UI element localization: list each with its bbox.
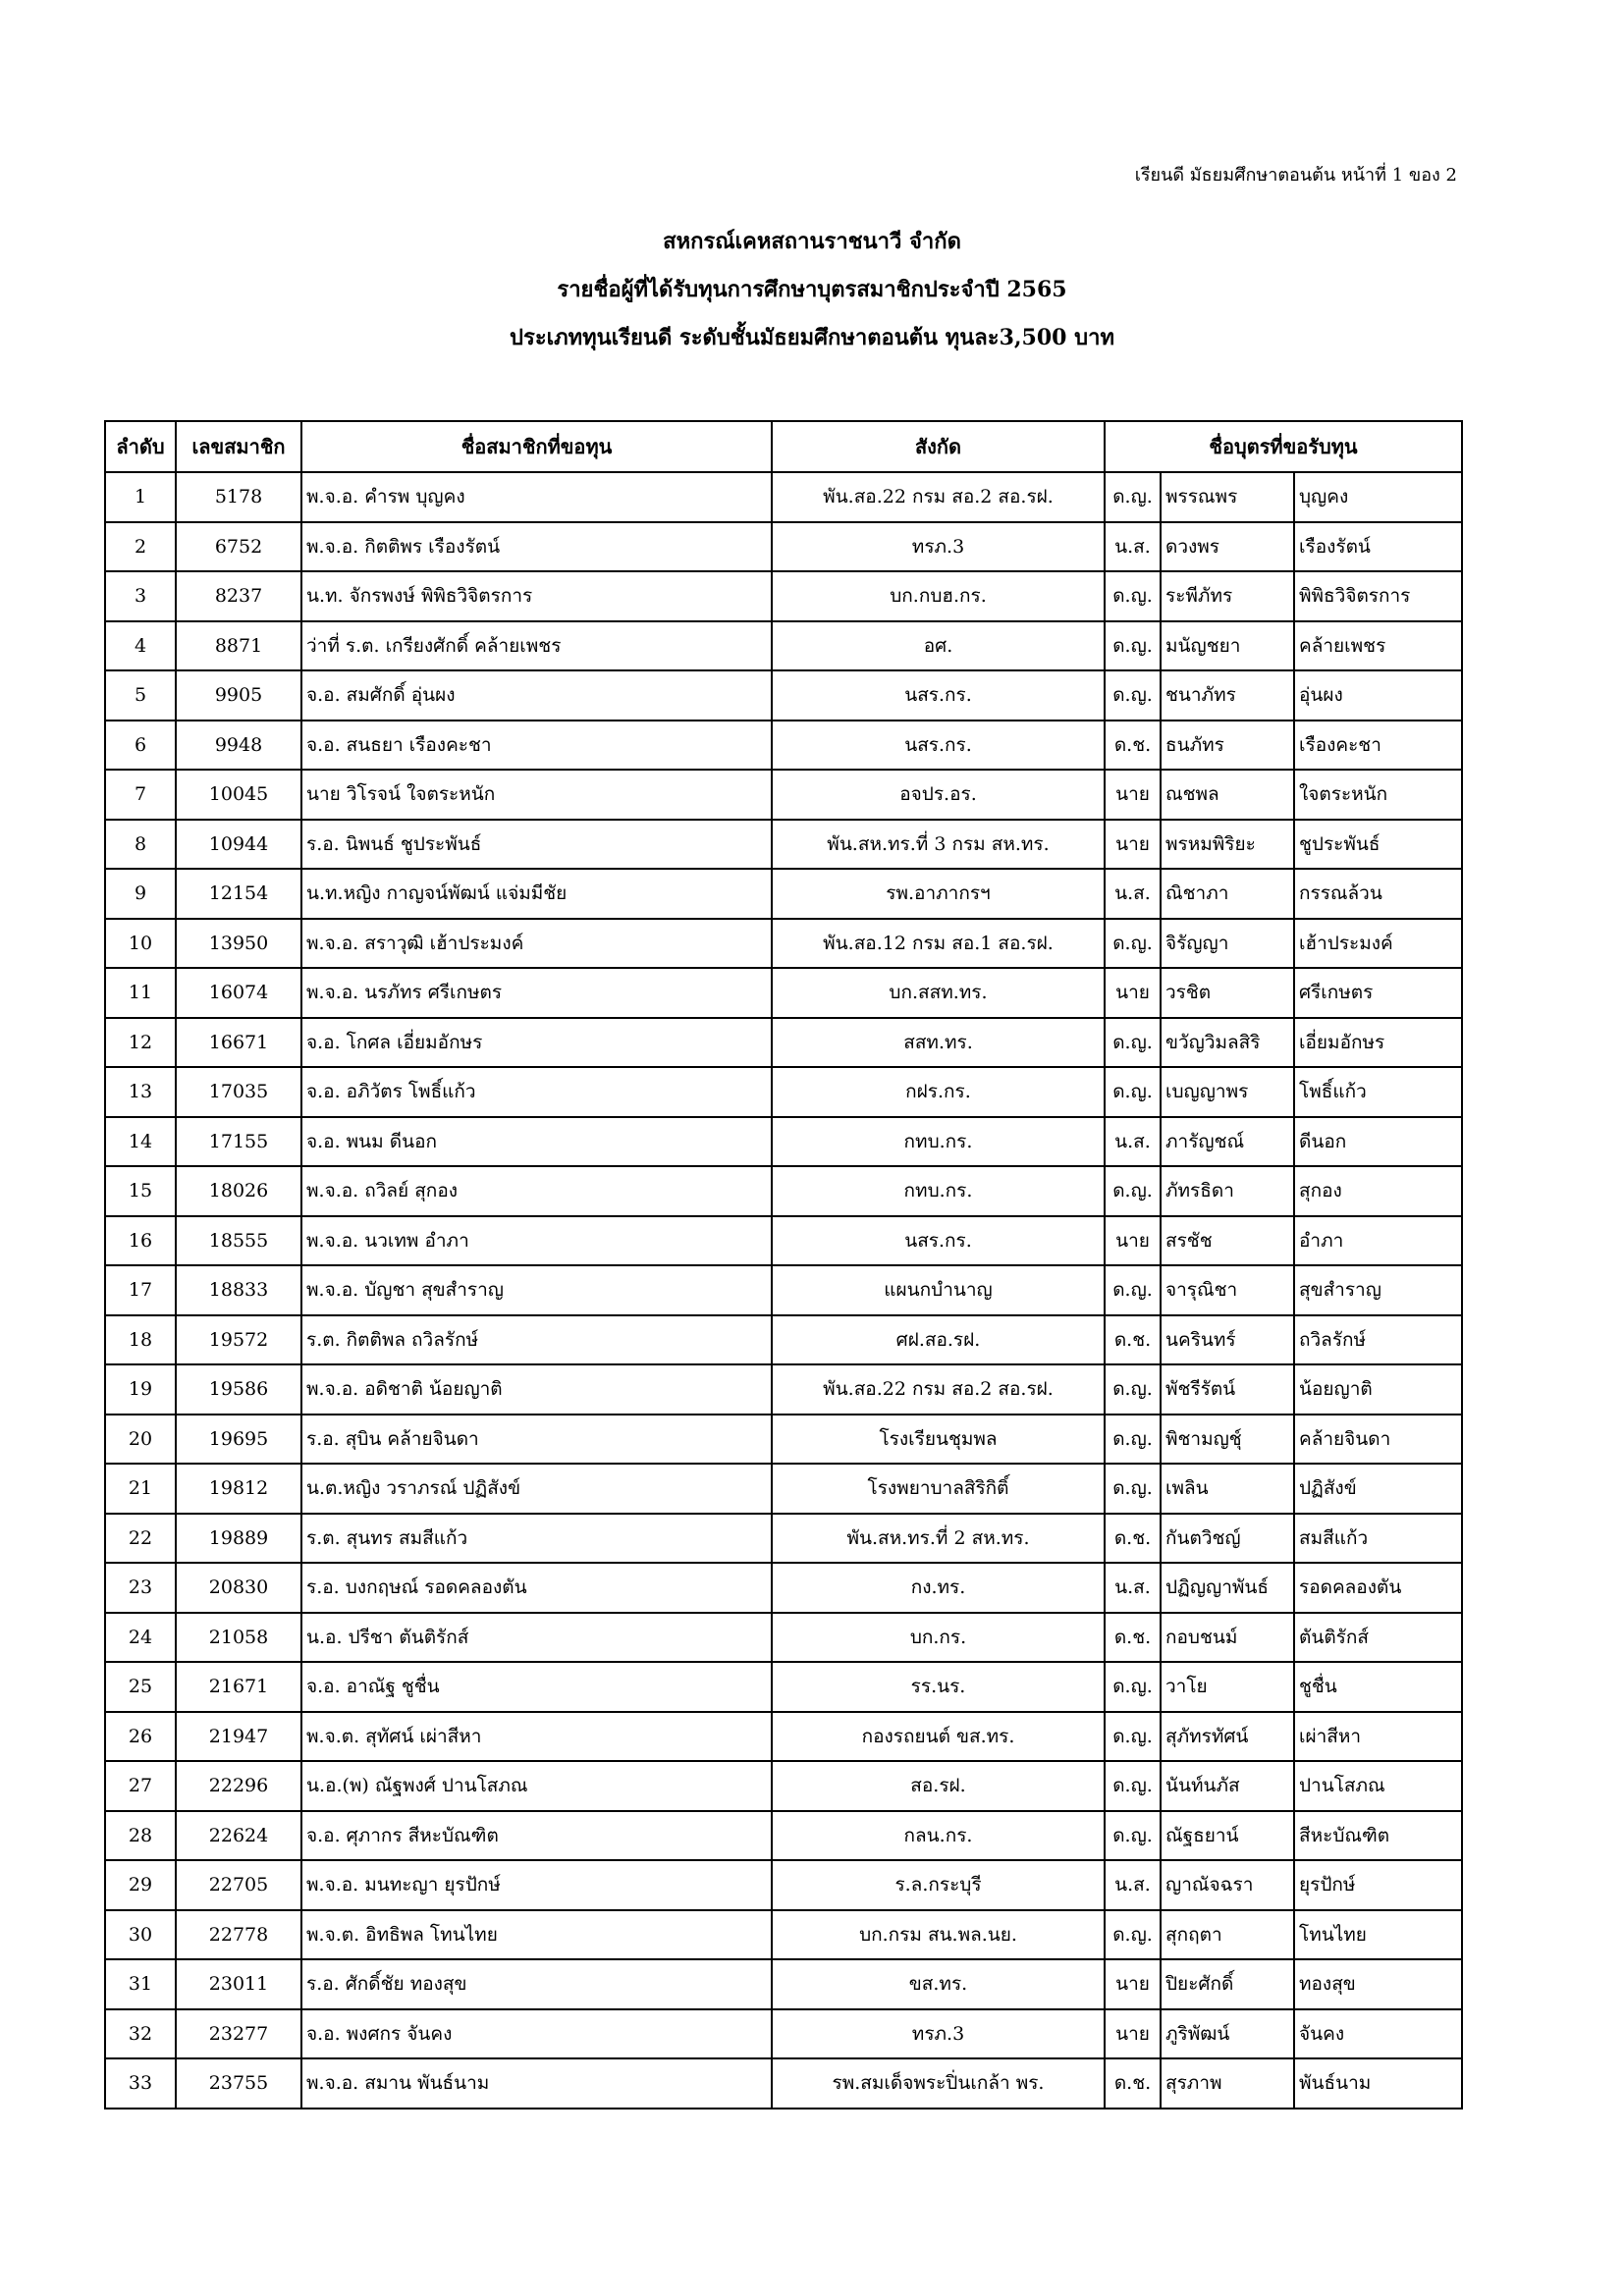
table-row bbox=[105, 770, 1462, 820]
child-last-name-cell: เผ่าสีหา bbox=[1294, 1712, 1462, 1762]
member-name-cell: พ.จ.ต. อิทธิพล โทนไทย bbox=[301, 1910, 772, 1960]
header-no: ลำดับ bbox=[105, 421, 176, 472]
member-id-cell: 8237 bbox=[176, 571, 301, 621]
child-last-name-cell: เฮ้าประมงค์ bbox=[1294, 919, 1462, 969]
child-title-cell: ด.ช. bbox=[1105, 721, 1161, 771]
table-row bbox=[105, 820, 1462, 870]
unit-cell: โรงเรียนชุมพล bbox=[772, 1415, 1105, 1465]
row-number: 11 bbox=[105, 968, 176, 1018]
member-id-cell: 23011 bbox=[176, 1959, 301, 2009]
child-first-name-cell: ภูริพัฒน์ bbox=[1161, 2009, 1294, 2059]
member-id-cell: 10944 bbox=[176, 820, 301, 870]
member-name-cell: ร.ต. กิตติพล ถวิลรักษ์ bbox=[301, 1315, 772, 1365]
unit-cell: บก.สสท.ทร. bbox=[772, 968, 1105, 1018]
member-name-cell: จ.อ. พงศกร จันคง bbox=[301, 2009, 772, 2059]
unit-cell: บก.กบฮ.กร. bbox=[772, 571, 1105, 621]
table-header-row bbox=[105, 421, 1462, 472]
child-title-cell: น.ส. bbox=[1105, 522, 1161, 572]
unit-cell: ร.ล.กระบุรี bbox=[772, 1860, 1105, 1910]
child-title-cell: ด.ญ. bbox=[1105, 1761, 1161, 1811]
child-title-cell: ด.ญ. bbox=[1105, 919, 1161, 969]
row-number: 15 bbox=[105, 1166, 176, 1216]
table-row bbox=[105, 968, 1462, 1018]
child-title-cell: ด.ญ. bbox=[1105, 1712, 1161, 1762]
member-id-cell: 19695 bbox=[176, 1415, 301, 1465]
child-last-name-cell: พิพิธวิจิตรการ bbox=[1294, 571, 1462, 621]
child-first-name-cell: ภารัญชณ์ bbox=[1161, 1117, 1294, 1167]
child-title-cell: ด.ญ. bbox=[1105, 1166, 1161, 1216]
member-id-cell: 17155 bbox=[176, 1117, 301, 1167]
child-title-cell: ด.ญ. bbox=[1105, 1662, 1161, 1712]
table-row bbox=[105, 1811, 1462, 1861]
member-id-cell: 19572 bbox=[176, 1315, 301, 1365]
child-first-name-cell: พรรณพร bbox=[1161, 472, 1294, 522]
member-id-cell: 18555 bbox=[176, 1216, 301, 1266]
table-row bbox=[105, 1464, 1462, 1514]
child-first-name-cell: ดวงพร bbox=[1161, 522, 1294, 572]
member-id-cell: 23755 bbox=[176, 2058, 301, 2109]
child-first-name-cell: วาโย bbox=[1161, 1662, 1294, 1712]
child-first-name-cell: จิรัญญา bbox=[1161, 919, 1294, 969]
row-number: 21 bbox=[105, 1464, 176, 1514]
child-last-name-cell: โทนไทย bbox=[1294, 1910, 1462, 1960]
unit-cell: บก.กรม สน.พล.นย. bbox=[772, 1910, 1105, 1960]
child-title-cell: ด.ญ. bbox=[1105, 1464, 1161, 1514]
page-header: เรียนดี มัธยมศึกษาตอนต้น หน้าที่ 1 ของ 2 bbox=[1134, 165, 1457, 186]
member-id-cell: 21671 bbox=[176, 1662, 301, 1712]
child-title-cell: ด.ญ. bbox=[1105, 1910, 1161, 1960]
unit-cell: สอ.รฝ. bbox=[772, 1761, 1105, 1811]
child-last-name-cell: พันธ์นาม bbox=[1294, 2058, 1462, 2109]
child-first-name-cell: ปฏิญญาพันธ์ bbox=[1161, 1563, 1294, 1613]
child-title-cell: ด.ญ. bbox=[1105, 1018, 1161, 1068]
table-row bbox=[105, 1067, 1462, 1117]
child-title-cell: นาย bbox=[1105, 1216, 1161, 1266]
child-first-name-cell: ญาณัจฉรา bbox=[1161, 1860, 1294, 1910]
child-last-name-cell: ถวิลรักษ์ bbox=[1294, 1315, 1462, 1365]
row-number: 20 bbox=[105, 1415, 176, 1465]
child-last-name-cell: คล้ายเพชร bbox=[1294, 621, 1462, 671]
row-number: 10 bbox=[105, 919, 176, 969]
row-number: 18 bbox=[105, 1315, 176, 1365]
child-last-name-cell: ชูชื่น bbox=[1294, 1662, 1462, 1712]
child-last-name-cell: ทองสุข bbox=[1294, 1959, 1462, 2009]
row-number: 31 bbox=[105, 1959, 176, 2009]
row-number: 23 bbox=[105, 1563, 176, 1613]
member-id-cell: 10045 bbox=[176, 770, 301, 820]
table-row bbox=[105, 1166, 1462, 1216]
member-name-cell: พ.จ.อ. นวเทพ อำภา bbox=[301, 1216, 772, 1266]
child-last-name-cell: อำภา bbox=[1294, 1216, 1462, 1266]
child-first-name-cell: จารุณิชา bbox=[1161, 1265, 1294, 1315]
member-name-cell: พ.จ.อ. อดิชาติ น้อยญาติ bbox=[301, 1364, 772, 1415]
member-name-cell: พ.จ.อ. มนทะญา ยุรปักษ์ bbox=[301, 1860, 772, 1910]
row-number: 30 bbox=[105, 1910, 176, 1960]
member-name-cell: ร.อ. ศักดิ์ชัย ทองสุข bbox=[301, 1959, 772, 2009]
child-last-name-cell: ปฏิสังข์ bbox=[1294, 1464, 1462, 1514]
unit-cell: รพ.สมเด็จพระปิ่นเกล้า พร. bbox=[772, 2058, 1105, 2109]
table-row bbox=[105, 721, 1462, 771]
unit-cell: สสท.ทร. bbox=[772, 1018, 1105, 1068]
table-row bbox=[105, 1216, 1462, 1266]
child-title-cell: ด.ญ. bbox=[1105, 670, 1161, 721]
unit-cell: กฝร.กร. bbox=[772, 1067, 1105, 1117]
table-row bbox=[105, 919, 1462, 969]
child-first-name-cell: วรชิต bbox=[1161, 968, 1294, 1018]
child-last-name-cell: สมสีแก้ว bbox=[1294, 1514, 1462, 1564]
child-last-name-cell: โพธิ์แก้ว bbox=[1294, 1067, 1462, 1117]
member-name-cell: พ.จ.อ. กิตติพร เรืองรัตน์ bbox=[301, 522, 772, 572]
table-row bbox=[105, 1117, 1462, 1167]
member-name-cell: จ.อ. ศุภากร สีหะบัณฑิต bbox=[301, 1811, 772, 1861]
row-number: 13 bbox=[105, 1067, 176, 1117]
member-id-cell: 19889 bbox=[176, 1514, 301, 1564]
document-titles bbox=[0, 218, 1624, 362]
child-last-name-cell: สีหะบัณฑิต bbox=[1294, 1811, 1462, 1861]
member-name-cell: จ.อ. โกศล เอี่ยมอักษร bbox=[301, 1018, 772, 1068]
member-name-cell: ว่าที่ ร.ต. เกรียงศักดิ์ คล้ายเพชร bbox=[301, 621, 772, 671]
unit-cell: ขส.ทร. bbox=[772, 1959, 1105, 2009]
member-name-cell: ร.อ. บงกฤษณ์ รอดคลองตัน bbox=[301, 1563, 772, 1613]
row-number: 4 bbox=[105, 621, 176, 671]
child-first-name-cell: ณิชาภา bbox=[1161, 869, 1294, 919]
unit-cell: กทบ.กร. bbox=[772, 1117, 1105, 1167]
row-number: 24 bbox=[105, 1613, 176, 1663]
member-name-cell: น.ต.หญิง วราภรณ์ ปฏิสังข์ bbox=[301, 1464, 772, 1514]
table-row bbox=[105, 1959, 1462, 2009]
unit-cell: กง.ทร. bbox=[772, 1563, 1105, 1613]
child-last-name-cell: จันคง bbox=[1294, 2009, 1462, 2059]
child-title-cell: ด.ญ. bbox=[1105, 472, 1161, 522]
child-first-name-cell: สุรภาพ bbox=[1161, 2058, 1294, 2109]
child-first-name-cell: ปิยะศักดิ์ bbox=[1161, 1959, 1294, 2009]
unit-cell: รพ.อาภากรฯ bbox=[772, 869, 1105, 919]
table-row bbox=[105, 869, 1462, 919]
member-name-cell: พ.จ.อ. นรภัทร ศรีเกษตร bbox=[301, 968, 772, 1018]
child-first-name-cell: พรหมพิริยะ bbox=[1161, 820, 1294, 870]
member-name-cell: น.ท.หญิง กาญจน์พัฒน์ แจ่มมีชัย bbox=[301, 869, 772, 919]
child-last-name-cell: น้อยญาติ bbox=[1294, 1364, 1462, 1415]
member-id-cell: 22296 bbox=[176, 1761, 301, 1811]
child-last-name-cell: ยุรปักษ์ bbox=[1294, 1860, 1462, 1910]
row-number: 29 bbox=[105, 1860, 176, 1910]
child-last-name-cell: ใจตระหนัก bbox=[1294, 770, 1462, 820]
row-number: 33 bbox=[105, 2058, 176, 2109]
table-row bbox=[105, 1415, 1462, 1465]
member-name-cell: พ.จ.อ. บัญชา สุขสำราญ bbox=[301, 1265, 772, 1315]
unit-cell: ทรภ.3 bbox=[772, 522, 1105, 572]
unit-cell: พัน.สอ.12 กรม สอ.1 สอ.รฝ. bbox=[772, 919, 1105, 969]
table-row bbox=[105, 1364, 1462, 1415]
child-last-name-cell: เรืองรัตน์ bbox=[1294, 522, 1462, 572]
member-name-cell: จ.อ. อาณัฐ ชูชื่น bbox=[301, 1662, 772, 1712]
child-last-name-cell: เรืองคะชา bbox=[1294, 721, 1462, 771]
member-id-cell: 21058 bbox=[176, 1613, 301, 1663]
member-name-cell: พ.จ.ต. สุทัศน์ เผ่าสีหา bbox=[301, 1712, 772, 1762]
unit-cell: นสร.กร. bbox=[772, 721, 1105, 771]
child-title-cell: ด.ญ. bbox=[1105, 621, 1161, 671]
member-name-cell: ร.อ. นิพนธ์ ชูประพันธ์ bbox=[301, 820, 772, 870]
unit-cell: แผนกบำนาญ bbox=[772, 1265, 1105, 1315]
member-name-cell: น.อ. ปรีชา ตันติรักส์ bbox=[301, 1613, 772, 1663]
child-first-name-cell: กอบชนม์ bbox=[1161, 1613, 1294, 1663]
member-id-cell: 20830 bbox=[176, 1563, 301, 1613]
member-id-cell: 21947 bbox=[176, 1712, 301, 1762]
member-name-cell: น.อ.(พ) ณัฐพงศ์ ปานโสภณ bbox=[301, 1761, 772, 1811]
member-id-cell: 6752 bbox=[176, 522, 301, 572]
table-row bbox=[105, 2009, 1462, 2059]
child-title-cell: ด.ช. bbox=[1105, 1315, 1161, 1365]
unit-cell: โรงพยาบาลสิริกิติ์ bbox=[772, 1464, 1105, 1514]
table-body bbox=[105, 472, 1462, 2109]
member-id-cell: 19812 bbox=[176, 1464, 301, 1514]
member-id-cell: 13950 bbox=[176, 919, 301, 969]
child-first-name-cell: ณัฐธยาน์ bbox=[1161, 1811, 1294, 1861]
table-row bbox=[105, 571, 1462, 621]
child-first-name-cell: สุภัทรทัศน์ bbox=[1161, 1712, 1294, 1762]
child-title-cell: น.ส. bbox=[1105, 1563, 1161, 1613]
child-title-cell: นาย bbox=[1105, 2009, 1161, 2059]
row-number: 28 bbox=[105, 1811, 176, 1861]
unit-cell: รร.นร. bbox=[772, 1662, 1105, 1712]
table-row bbox=[105, 1315, 1462, 1365]
child-title-cell: นาย bbox=[1105, 820, 1161, 870]
child-last-name-cell: กรรณล้วน bbox=[1294, 869, 1462, 919]
child-title-cell: นาย bbox=[1105, 770, 1161, 820]
unit-cell: กลน.กร. bbox=[772, 1811, 1105, 1861]
child-title-cell: นาย bbox=[1105, 1959, 1161, 2009]
member-name-cell: พ.จ.อ. สมาน พันธ์นาม bbox=[301, 2058, 772, 2109]
member-id-cell: 9905 bbox=[176, 670, 301, 721]
table-row bbox=[105, 670, 1462, 721]
member-name-cell: พ.จ.อ. สราวุฒิ เฮ้าประมงค์ bbox=[301, 919, 772, 969]
member-id-cell: 22778 bbox=[176, 1910, 301, 1960]
member-id-cell: 19586 bbox=[176, 1364, 301, 1415]
member-name-cell: พ.จ.อ. คำรพ บุญคง bbox=[301, 472, 772, 522]
table-row bbox=[105, 1265, 1462, 1315]
child-first-name-cell: ภัทรธิดา bbox=[1161, 1166, 1294, 1216]
table-row bbox=[105, 1860, 1462, 1910]
member-id-cell: 22705 bbox=[176, 1860, 301, 1910]
child-first-name-cell: ธนภัทร bbox=[1161, 721, 1294, 771]
child-last-name-cell: บุญคง bbox=[1294, 472, 1462, 522]
child-title-cell: น.ส. bbox=[1105, 1117, 1161, 1167]
member-name-cell: จ.อ. อภิวัตร โพธิ์แก้ว bbox=[301, 1067, 772, 1117]
child-first-name-cell: ชนาภัทร bbox=[1161, 670, 1294, 721]
child-title-cell: น.ส. bbox=[1105, 869, 1161, 919]
child-first-name-cell: นันท์นภัส bbox=[1161, 1761, 1294, 1811]
row-number: 3 bbox=[105, 571, 176, 621]
child-first-name-cell: ณชพล bbox=[1161, 770, 1294, 820]
child-last-name-cell: คล้ายจินดา bbox=[1294, 1415, 1462, 1465]
row-number: 12 bbox=[105, 1018, 176, 1068]
child-first-name-cell: เพลิน bbox=[1161, 1464, 1294, 1514]
child-title-cell: ด.ช. bbox=[1105, 2058, 1161, 2109]
child-title-cell: ด.ญ. bbox=[1105, 1811, 1161, 1861]
row-number: 17 bbox=[105, 1265, 176, 1315]
table-row bbox=[105, 1563, 1462, 1613]
child-first-name-cell: เบญญาพร bbox=[1161, 1067, 1294, 1117]
unit-cell: ทรภ.3 bbox=[772, 2009, 1105, 2059]
org-title: สหกรณ์เคหสถานราชนาวี จำกัด bbox=[663, 229, 961, 254]
header-child-name: ชื่อบุตรที่ขอรับทุน bbox=[1105, 421, 1462, 472]
unit-cell: บก.กร. bbox=[772, 1613, 1105, 1663]
table-row bbox=[105, 621, 1462, 671]
table-row bbox=[105, 472, 1462, 522]
row-number: 14 bbox=[105, 1117, 176, 1167]
child-title-cell: ด.ญ. bbox=[1105, 571, 1161, 621]
table-row bbox=[105, 1910, 1462, 1960]
row-number: 6 bbox=[105, 721, 176, 771]
child-last-name-cell: ศรีเกษตร bbox=[1294, 968, 1462, 1018]
child-first-name-cell: มนัญชยา bbox=[1161, 621, 1294, 671]
child-title-cell: นาย bbox=[1105, 968, 1161, 1018]
unit-cell: กองรถยนต์ ขส.ทร. bbox=[772, 1712, 1105, 1762]
row-number: 1 bbox=[105, 472, 176, 522]
member-id-cell: 16074 bbox=[176, 968, 301, 1018]
member-name-cell: ร.ต. สุนทร สมสีแก้ว bbox=[301, 1514, 772, 1564]
row-number: 16 bbox=[105, 1216, 176, 1266]
row-number: 8 bbox=[105, 820, 176, 870]
child-first-name-cell: นครินทร์ bbox=[1161, 1315, 1294, 1365]
header-unit: สังกัด bbox=[772, 421, 1105, 472]
scholarship-table bbox=[104, 420, 1463, 2109]
member-id-cell: 12154 bbox=[176, 869, 301, 919]
child-first-name-cell: สรชัช bbox=[1161, 1216, 1294, 1266]
unit-cell: อศ. bbox=[772, 621, 1105, 671]
child-first-name-cell: สุกฤตา bbox=[1161, 1910, 1294, 1960]
child-first-name-cell: พัชรีรัตน์ bbox=[1161, 1364, 1294, 1415]
scholarship-type-title: ประเภททุนเรียนดี ระดับชั้นมัธยมศึกษาตอนต้น ทุนละ3,500 บาท bbox=[510, 325, 1114, 350]
table-row bbox=[105, 2058, 1462, 2109]
row-number: 5 bbox=[105, 670, 176, 721]
unit-cell: นสร.กร. bbox=[772, 670, 1105, 721]
table-row bbox=[105, 1514, 1462, 1564]
table-row bbox=[105, 1662, 1462, 1712]
child-last-name-cell: รอดคลองตัน bbox=[1294, 1563, 1462, 1613]
child-last-name-cell: เอี่ยมอักษร bbox=[1294, 1018, 1462, 1068]
member-name-cell: นาย วิโรจน์ ใจตระหนัก bbox=[301, 770, 772, 820]
row-number: 26 bbox=[105, 1712, 176, 1762]
table-row bbox=[105, 1018, 1462, 1068]
row-number: 19 bbox=[105, 1364, 176, 1415]
child-last-name-cell: ชูประพันธ์ bbox=[1294, 820, 1462, 870]
child-title-cell: ด.ช. bbox=[1105, 1514, 1161, 1564]
header-member-id: เลขสมาชิก bbox=[176, 421, 301, 472]
child-last-name-cell: สุกอง bbox=[1294, 1166, 1462, 1216]
member-id-cell: 16671 bbox=[176, 1018, 301, 1068]
row-number: 9 bbox=[105, 869, 176, 919]
child-title-cell: ด.ช. bbox=[1105, 1613, 1161, 1663]
unit-cell: พัน.สห.ทร.ที่ 2 สห.ทร. bbox=[772, 1514, 1105, 1564]
unit-cell: พัน.สอ.22 กรม สอ.2 สอ.รฝ. bbox=[772, 1364, 1105, 1415]
row-number: 22 bbox=[105, 1514, 176, 1564]
child-last-name-cell: ตันติรักส์ bbox=[1294, 1613, 1462, 1663]
table-row bbox=[105, 522, 1462, 572]
member-name-cell: พ.จ.อ. ถวิลย์ สุกอง bbox=[301, 1166, 772, 1216]
row-number: 7 bbox=[105, 770, 176, 820]
unit-cell: พัน.สห.ทร.ที่ 3 กรม สห.ทร. bbox=[772, 820, 1105, 870]
child-first-name-cell: กันตวิชญ์ bbox=[1161, 1514, 1294, 1564]
table-row bbox=[105, 1613, 1462, 1663]
member-id-cell: 8871 bbox=[176, 621, 301, 671]
list-title: รายชื่อผู้ที่ได้รับทุนการศึกษาบุตรสมาชิกประจำปี 2565 bbox=[557, 277, 1067, 302]
member-name-cell: น.ท. จักรพงษ์ พิพิธวิจิตรการ bbox=[301, 571, 772, 621]
member-name-cell: ร.อ. สุบิน คล้ายจินดา bbox=[301, 1415, 772, 1465]
row-number: 32 bbox=[105, 2009, 176, 2059]
unit-cell: ศฝ.สอ.รฝ. bbox=[772, 1315, 1105, 1365]
child-title-cell: ด.ญ. bbox=[1105, 1265, 1161, 1315]
member-id-cell: 17035 bbox=[176, 1067, 301, 1117]
member-id-cell: 18833 bbox=[176, 1265, 301, 1315]
child-title-cell: ด.ญ. bbox=[1105, 1067, 1161, 1117]
member-id-cell: 5178 bbox=[176, 472, 301, 522]
member-id-cell: 18026 bbox=[176, 1166, 301, 1216]
child-first-name-cell: ระพีภัทร bbox=[1161, 571, 1294, 621]
unit-cell: นสร.กร. bbox=[772, 1216, 1105, 1266]
member-id-cell: 23277 bbox=[176, 2009, 301, 2059]
child-title-cell: น.ส. bbox=[1105, 1860, 1161, 1910]
unit-cell: พัน.สอ.22 กรม สอ.2 สอ.รฝ. bbox=[772, 472, 1105, 522]
unit-cell: กทบ.กร. bbox=[772, 1166, 1105, 1216]
unit-cell: อจปร.อร. bbox=[772, 770, 1105, 820]
row-number: 2 bbox=[105, 522, 176, 572]
header-member-name: ชื่อสมาชิกที่ขอทุน bbox=[301, 421, 772, 472]
member-id-cell: 22624 bbox=[176, 1811, 301, 1861]
member-name-cell: จ.อ. พนม ดีนอก bbox=[301, 1117, 772, 1167]
child-first-name-cell: ขวัญวิมลสิริ bbox=[1161, 1018, 1294, 1068]
child-last-name-cell: ดีนอก bbox=[1294, 1117, 1462, 1167]
child-last-name-cell: ปานโสภณ bbox=[1294, 1761, 1462, 1811]
member-name-cell: จ.อ. สมศักดิ์ อุ่นผง bbox=[301, 670, 772, 721]
child-title-cell: ด.ญ. bbox=[1105, 1415, 1161, 1465]
member-name-cell: จ.อ. สนธยา เรืองคะชา bbox=[301, 721, 772, 771]
child-last-name-cell: สุขสำราญ bbox=[1294, 1265, 1462, 1315]
row-number: 25 bbox=[105, 1662, 176, 1712]
row-number: 27 bbox=[105, 1761, 176, 1811]
child-first-name-cell: พิชามญชุ์ bbox=[1161, 1415, 1294, 1465]
table-row bbox=[105, 1761, 1462, 1811]
child-last-name-cell: อุ่นผง bbox=[1294, 670, 1462, 721]
table-row bbox=[105, 1712, 1462, 1762]
member-id-cell: 9948 bbox=[176, 721, 301, 771]
child-title-cell: ด.ญ. bbox=[1105, 1364, 1161, 1415]
